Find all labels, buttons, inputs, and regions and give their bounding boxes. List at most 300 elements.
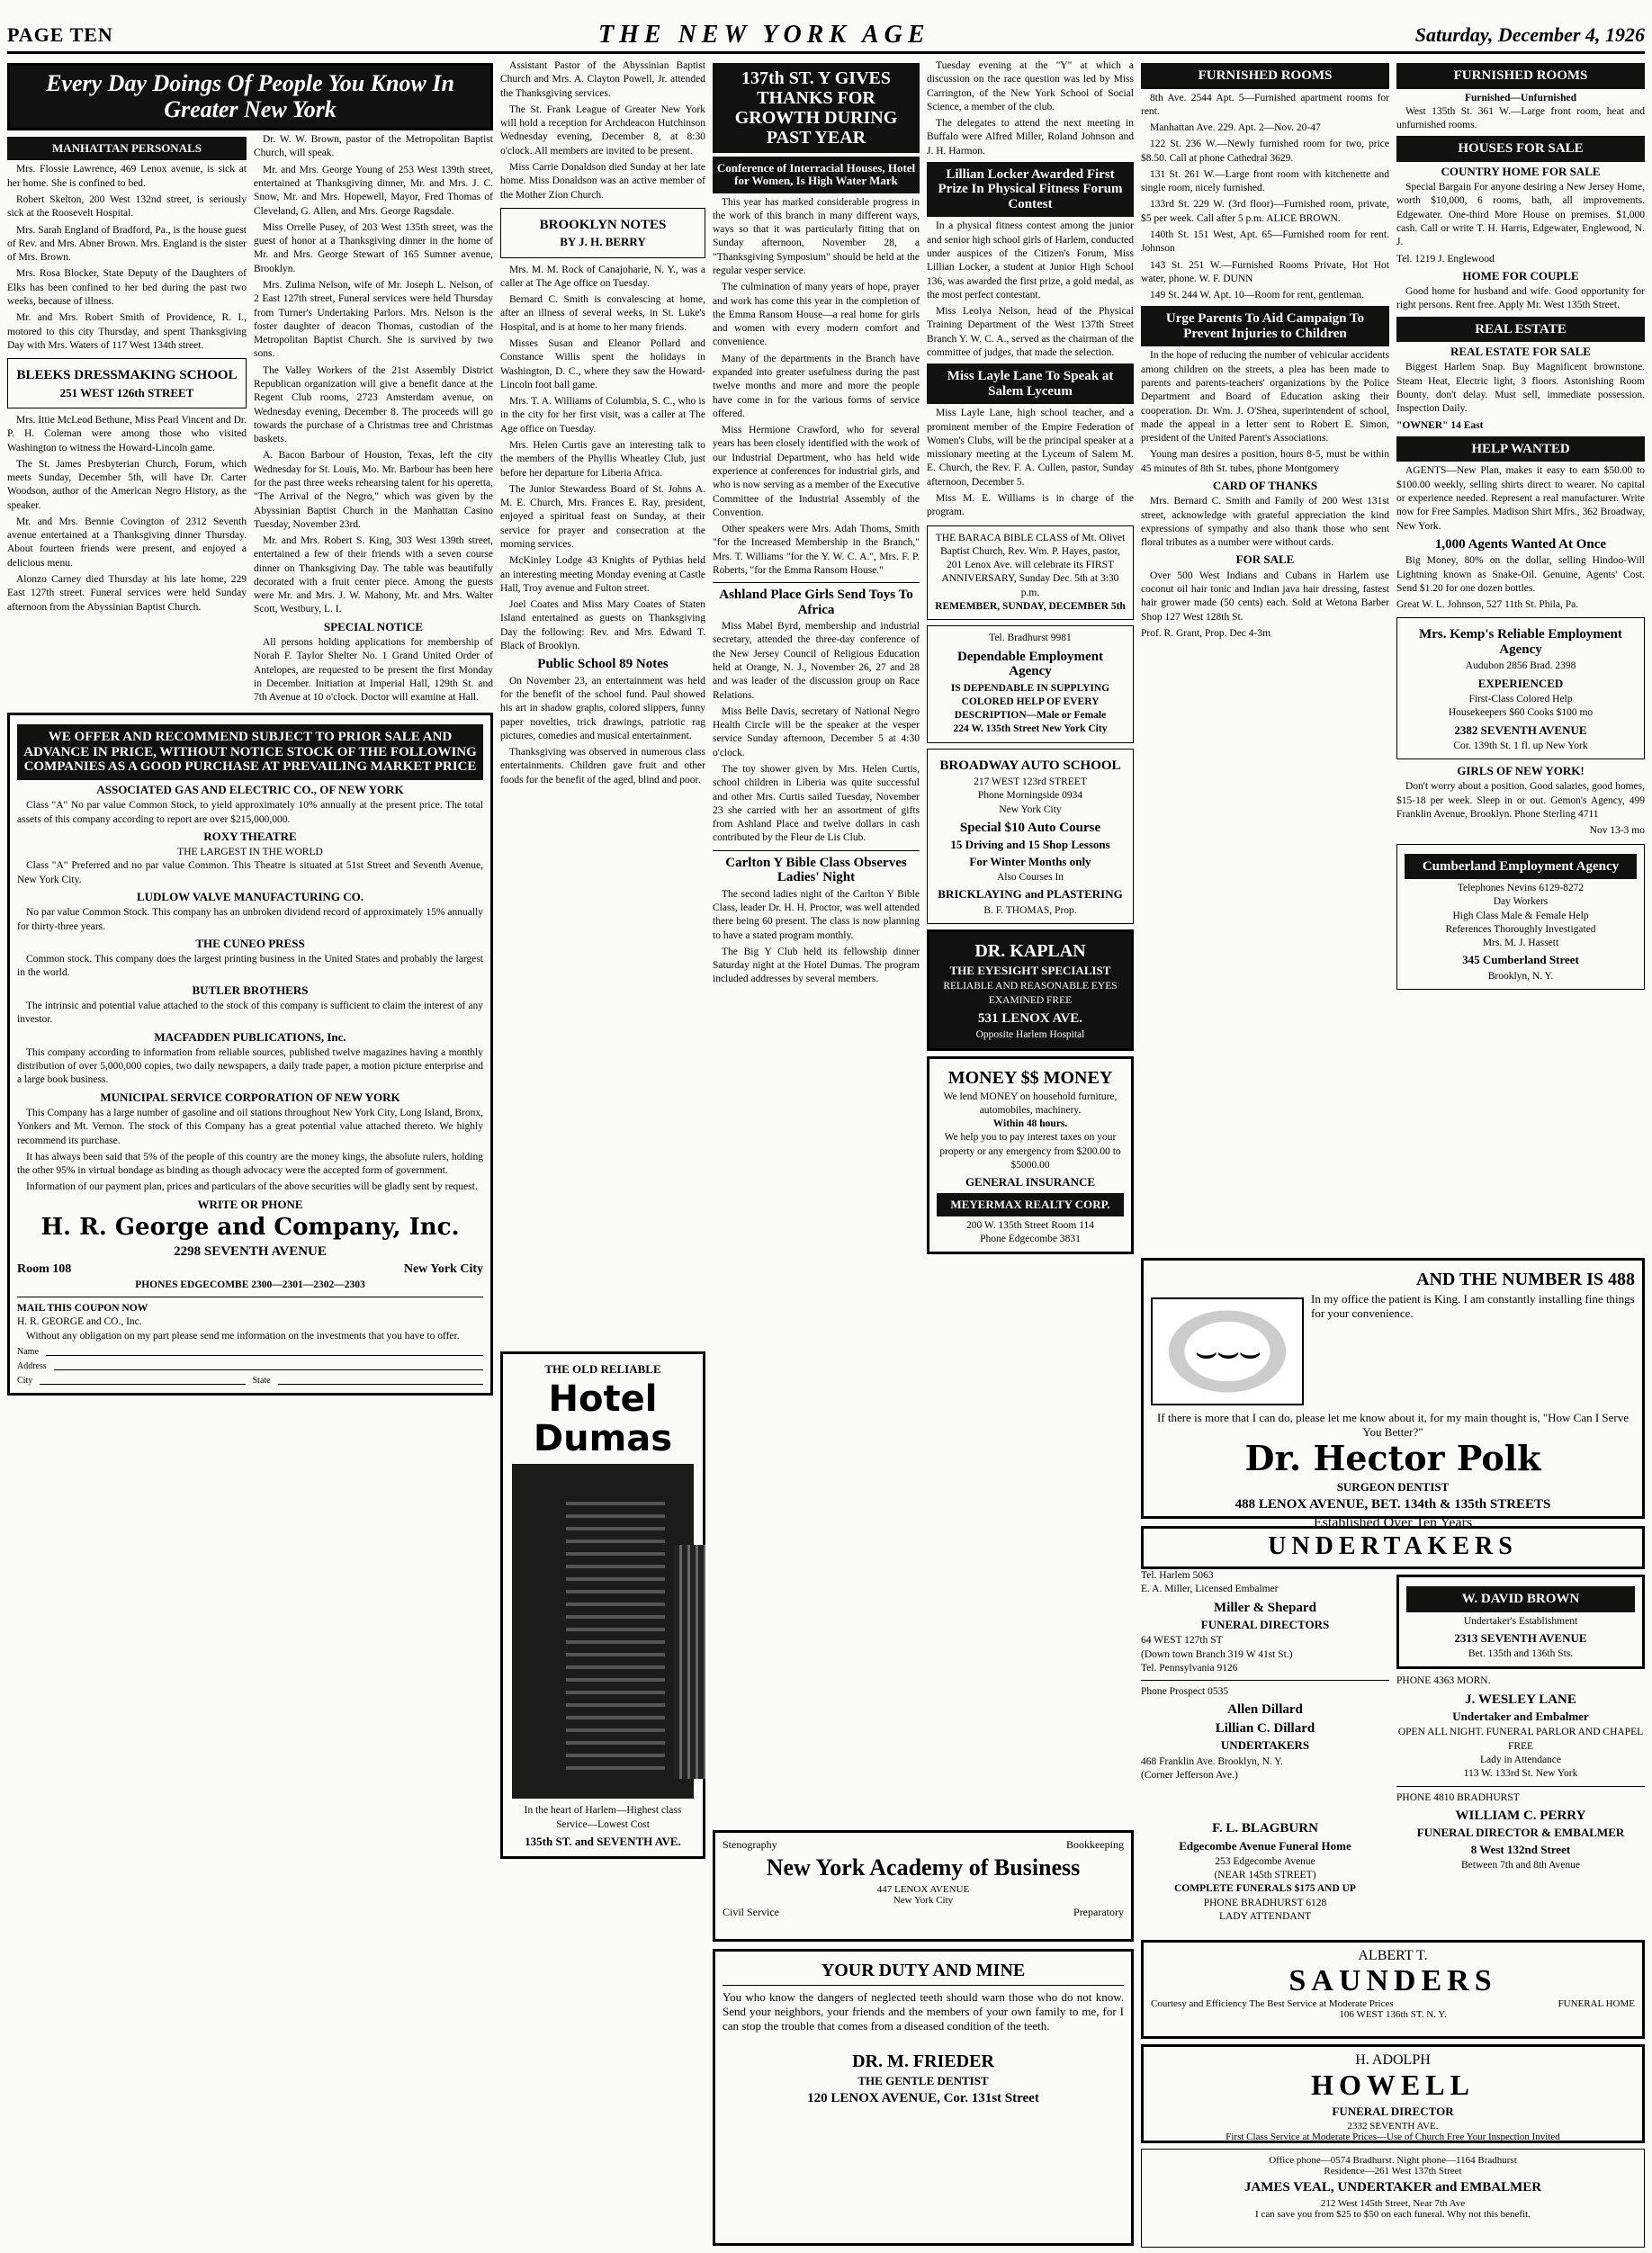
firm-city: New York City [403, 1262, 483, 1277]
blagburn-subtitle: Edgecombe Avenue Funeral Home [1179, 1838, 1351, 1853]
girls-title: GIRLS OF NEW YORK! [1457, 764, 1585, 778]
country-phone: Tel. 1219 J. Englewood [1396, 253, 1495, 265]
article-paragraph: Mr. and Mrs. Bennie Covington of 2312 Seventh avenue entertained at a Thanksgiving dinner Thursday. About fourteen friends were present, and enjoyed a delicious menu. [7, 516, 247, 569]
polk-text-2: If there is more that I can do, please let me know about it, for my main thought is, "How Can I Serve You Better?" [1156, 1411, 1630, 1439]
firm-name: H. R. George and Company, Inc. [40, 1213, 460, 1241]
howell-subtitle: FUNERAL DIRECTOR [1332, 2105, 1454, 2118]
article-paragraph: Thanksgiving was observed in numerous class entertainments. Children gave fruit and other foods for the benefit of the aged, blind and poor. [500, 747, 705, 785]
firm-room-row [17, 1261, 483, 1279]
headline-137th-y: 137th ST. Y GIVES THANKS FOR GROWTH DURING PAST YEAR [713, 63, 920, 153]
wdb-name: W. DAVID BROWN [1406, 1586, 1635, 1612]
coupon-addressee: H. R. GEORGE and CO., Inc. [17, 1316, 142, 1328]
coupon-title: MAIL THIS COUPON NOW [17, 1302, 148, 1314]
veal-text: I can save you from $25 to $50 on each funeral. Why not this benefit. [1255, 2208, 1531, 2220]
ad-baraca [927, 525, 1134, 621]
coupon-address-row [17, 1360, 483, 1372]
classified-listing: 149 St. 244 W. Apt. 10—Room for rent, gentleman. [1150, 290, 1364, 301]
personals-right [254, 133, 493, 707]
saunders-tagline: Courtesy and Efficiency The Best Service at Moderate Prices [1151, 1998, 1394, 2009]
coupon-city-line [40, 1375, 245, 1385]
company-subtitle: THE LARGEST IN THE WORLD [177, 847, 323, 858]
ad-offer-headline: WE OFFER AND RECOMMEND SUBJECT TO PRIOR SALE AND ADVANCE IN PRICE, WITHOUT NOTICE STOCK OF THE FOLLOWING COMPANIES AS A GOOD PURCHASE AT PREVAILING MARKET PRICE [17, 724, 483, 780]
brooklyn-notes-header [500, 208, 705, 258]
classified-listing: Don't worry about a position. Good salaries, good homes, $15-18 per week. Sleep in or out. Gemon's Agency, 499 Franklin Avenue, Brooklyn. Phone Sterling 4711 [1396, 781, 1645, 820]
miller-subtitle: FUNERAL DIRECTORS [1200, 1618, 1330, 1632]
miller-branch: (Down town Branch 319 W 41st St.) [1141, 1648, 1293, 1660]
wdb-between: Bet. 135th and 136th Sts. [1468, 1648, 1574, 1660]
auto-brick: BRICKLAYING and PLASTERING [938, 887, 1123, 902]
lane-lady: Lady in Attendance [1479, 1755, 1562, 1765]
academy-civil: Civil Service [723, 1905, 779, 1918]
veal-address: 212 West 145th Street, Near 7th Ave [1320, 2197, 1466, 2209]
lane-phone: PHONE 4363 MORN. [1396, 1675, 1491, 1687]
kaplan-name: DR. KAPLAN [974, 940, 1086, 961]
byline: BY J. H. BERRY [560, 235, 646, 249]
kaplan-subtitle: THE EYESIGHT SPECIALIST [949, 963, 1111, 977]
ad-dr-kaplan [927, 929, 1134, 1051]
dep-address: 224 W. 135th Street New York City [953, 723, 1108, 735]
miller-tel: Tel. Harlem 5063 [1141, 1570, 1214, 1581]
coupon-city-row [17, 1375, 483, 1387]
frieder-name: DR. M. FRIEDER [852, 2051, 994, 2071]
article-paragraph: Mrs. Flossie Lawrence, 469 Lenox avenue, is sick at her home. She is confined to bed. [7, 164, 247, 189]
auto-title: BROADWAY AUTO SCHOOL [939, 758, 1121, 773]
article-paragraph: The St. James Presbyterian Church, Forum, which meets Sunday, December 5th, will have Dr. Carter Woodson, author of the American Negro History, as the speaker. [7, 458, 247, 511]
coupon-address-line [54, 1360, 483, 1370]
saunders-name: SAUNDERS [1288, 1964, 1497, 1997]
firm-phones: PHONES EDGECOMBE 2300—2301—2302—2303 [135, 1279, 365, 1290]
article-paragraph: Miss Belle Davis, secretary of National Negro Health Circle will be the speaker at the vesper service Sunday afternoon, December 5 at 4:30 o'clock. [713, 705, 920, 758]
blagburn-address: 253 Edgecombe Avenue [1215, 1855, 1315, 1867]
country-home-title: COUNTRY HOME FOR SALE [1441, 164, 1601, 178]
saunders-row [1151, 1998, 1635, 2009]
frieder-headline: YOUR DUTY AND MINE [821, 1961, 1026, 1980]
article-paragraph: Mrs. Rosa Blocker, State Deputy of the Daughters of Elks has been confined to her bed during the past two weeks, because of illness. [7, 268, 247, 308]
article-paragraph: The toy shower given by Mrs. Helen Curtis, school children in Liberia was quite successful and other Mrs. Curtis sailed Tuesday, November 23 she carried with her an assortment of gifts from Ashland Place and twelve dollars in cash contributed by the Fleur de Lis Club. [713, 764, 920, 844]
company-name: ROXY THEATRE [203, 829, 297, 843]
coupon-city-label: City [17, 1376, 33, 1387]
article-paragraph: Robert Skelton, 200 West 132nd street, is seriously sick at the Roosevelt Hospital. [7, 194, 247, 220]
kemp-help: First-Class Colored Help [1468, 694, 1573, 705]
howell-text: First Class Service at Moderate Prices—Use of Church Free Your Inspection Invited [1226, 2132, 1560, 2143]
coupon-text: Without any obligation on my part please send me information on the investments that you have to offer. [26, 1330, 460, 1342]
blagburn-near: (NEAR 145th STREET) [1214, 1870, 1316, 1881]
wdb-subtitle: Undertaker's Establishment [1463, 1615, 1578, 1627]
hotel-tagline: In the heart of Harlem—Highest class Service—Lowest Cost [524, 1805, 682, 1830]
article-paragraph: Tuesday evening at the "Y" at which a discussion on the race question was led by Miss Carrington, of the New York School of Social Science, a member of the club. [927, 60, 1134, 112]
kaplan-text: RELIABLE AND REASONABLE EYES EXAMINED FREE [943, 981, 1118, 1006]
auto-special: Special $10 Auto Course [959, 820, 1101, 835]
money-address: 200 W. 135th Street Room 114 [965, 1219, 1095, 1231]
cumberland-name: Mrs. M. J. Hassett [1482, 938, 1559, 949]
article-paragraph: Other speakers were Mrs. Adah Thoms, Smith "for the Increased Membership in the Branch," Mrs. T. Williams "for the Y. W. C. A.", Mrs. F. P. Roberts, "for the Emma Ransom House." [713, 524, 920, 576]
coupon-name-label: Name [17, 1346, 39, 1357]
divider [713, 850, 920, 851]
money-phone: Phone Edgecombe 3831 [980, 1234, 1081, 1245]
section-help-wanted: HELP WANTED [1396, 436, 1645, 462]
headline-urge-parents: Urge Parents To Aid Campaign To Prevent Injuries to Children [1141, 306, 1389, 346]
company-name: ASSOCIATED GAS AND ELECTRIC CO., OF NEW YORK [96, 782, 404, 796]
kemp-corner: Cor. 139th St. 1 fl. up New York [1453, 740, 1588, 751]
article-paragraph: Many of the departments in the Branch have expanded into greater usefulness during the past twelve months and more and more the people have come in for the various forms of service offered. [713, 353, 920, 419]
saunders-address: 106 WEST 136th ST. N. Y. [1339, 2009, 1447, 2020]
academy-prep: Preparatory [1073, 1905, 1124, 1918]
ad-money [927, 1056, 1134, 1255]
ad-howell [1141, 2044, 1645, 2143]
dillard-tel: Phone Prospect 0535 [1141, 1686, 1229, 1698]
ad-title: BLEEKS DRESSMAKING SCHOOL [16, 368, 238, 383]
company-name: LUDLOW VALVE MANUFACTURING CO. [136, 889, 364, 903]
classified-listing: AGENTS—New Plan, makes it easy to earn $50.00 to $100.00 weekly, selling shirts direct to wearer. No capital or experience needed. Represent a real manufacturer. Write now for Free Samples. Madison Shirt Mfrs., 362 Broadway, New York. [1396, 465, 1645, 532]
firm-room: Room 108 [17, 1262, 72, 1277]
article-paragraph: McKinley Lodge 43 Knights of Pythias held an interesting meeting Monday evening at Castle Hall, Troy avenue and Fulton street. [500, 555, 705, 594]
money-within: Within 48 hours. [992, 1118, 1068, 1130]
agents-address: Great W. L. Johnson, 527 11th St. Phila, Pa. [1396, 599, 1579, 611]
headline-lillian-locker: Lillian Locker Awarded First Prize In Physical Fitness Forum Contest [927, 162, 1134, 218]
blagburn-phone: PHONE BRADHURST 6128 [1203, 1897, 1327, 1908]
auto-also: Also Courses In [996, 872, 1064, 884]
polk-address: 488 LENOX AVENUE, BET. 134th & 135th STREETS [1235, 1497, 1551, 1512]
miller-name: Miller & Shepard [1214, 1600, 1316, 1615]
auto-address: 217 WEST 123rd STREET [974, 776, 1087, 788]
classified-listing: 143 St. 251 W.—Furnished Rooms Private, Hot Hot water, phone. W. F. DUNN [1141, 259, 1389, 284]
hotel-building-photo [512, 1464, 694, 1799]
veal-residence: Residence—261 West 137th Street [1324, 2166, 1462, 2177]
ad-address: 251 WEST 126th STREET [59, 385, 194, 399]
section-manhattan-personals: MANHATTAN PERSONALS [7, 137, 247, 160]
company-name: MACFADDEN PUBLICATIONS, Inc. [154, 1029, 346, 1044]
undertakers-left-2 [1141, 1818, 1389, 1925]
polk-name: Dr. Hector Polk [1244, 1438, 1541, 1478]
blagburn-lady: LADY ATTENDANT [1218, 1910, 1312, 1922]
article-paragraph: Mrs. T. A. Williams of Columbia, S. C., who is in the city for her first visit, was a caller at The Age office on Tuesday. [500, 396, 705, 435]
money-text-2: We help you to pay interest taxes on your property or any emergency from $200.00 to $5000.00 [939, 1132, 1121, 1171]
article-paragraph: Mrs. Zulima Nelson, wife of Mr. Joseph L. Nelson, of 2 East 127th street, Funeral services were held Thursday from Turner's Undertaking Parlors. Mrs. Nelson is the foster daughter of deacon Thomas, custodian of the Metropolitan Baptist Church. She is survived by two sons. [254, 280, 493, 360]
article-paragraph: Mrs. Ittie McLeod Bethune, Miss Pearl Vincent and Dr. P. H. Coleman were among those who visited Washington to witness the Howard-Lincoln game. [7, 414, 247, 453]
undertakers-left [1141, 1569, 1389, 1812]
classified-listing: Special Bargain For anyone desiring a New Jersey Home, worth $10,000, 6 rooms, bath, all improvements. Edgewater. One-third More House on premises. $1,000 cash. Call or write T. H. Harris, Edgewater, Englewood, N. J. [1396, 182, 1645, 248]
agents-wanted-title: 1,000 Agents Wanted At Once [1434, 536, 1607, 552]
dillard-subtitle: UNDERTAKERS [1220, 1738, 1310, 1753]
veal-phones: Office phone—0574 Bradhurst. Night phone—1164 Bradhurst [1269, 2155, 1517, 2166]
ad-mrs-kemp [1396, 617, 1645, 759]
academy-steno: Stenography [723, 1838, 777, 1851]
ad-auto-school [927, 749, 1134, 924]
dep-text: IS DEPENDABLE IN SUPPLYING COLORED HELP OF EVERY DESCRIPTION—Male or Female [950, 682, 1110, 722]
column-1 [7, 59, 493, 2246]
article-paragraph: This year has marked considerable progress in the work of this branch in many different ways, ways so that it was particularly fitting that on Sunday afternoon, November 28, a "Thanksgiving Symposium" should be held at the regular vesper service. [713, 196, 920, 276]
ad-dr-frieder [713, 1949, 1134, 2246]
article-paragraph: Mrs. Sarah England of Bradford, Pa., is the house guest of Rev. and Mrs. Abner Brown. Mrs. England is the sister of Mrs. Brown. [7, 224, 247, 264]
academy-top-row [723, 1838, 1124, 1852]
ad-james-veal [1141, 2149, 1645, 2248]
auto-lessons: 15 Driving and 15 Shop Lessons [950, 838, 1110, 852]
classified-listing: Big Money, 80% on the dollar, selling Hindoo-Will Lightning known as Snake-Oil. Genuine, Agents' Cost. Send $1.20 for one dozen bottles. [1396, 555, 1645, 594]
real-estate-subtitle: REAL ESTATE FOR SALE [1450, 345, 1591, 359]
section-title: BROOKLYN NOTES [539, 217, 667, 232]
money-title: MONEY $$ MONEY [947, 1067, 1113, 1088]
dillard-corner: (Corner Jefferson Ave.) [1141, 1770, 1238, 1782]
ad-kicker: THE OLD RELIABLE [544, 1362, 661, 1376]
cumberland-references: References Thoroughly Investigated [1445, 923, 1596, 935]
article-paragraph: Miss M. E. Williams is in charge of the program. [927, 492, 1134, 518]
dillard-address: 468 Franklin Ave. Brooklyn, N. Y. [1141, 1755, 1283, 1767]
auto-winter: For Winter Months only [969, 854, 1091, 868]
column-7 [1396, 59, 1645, 1229]
ad-hotel-dumas [500, 1351, 705, 1859]
company-name: BUTLER BROTHERS [192, 983, 309, 997]
howell-name: HOWELL [1311, 2069, 1475, 2101]
company-text: It has always been said that 5% of the people of this country are the money kings, the absolute rulers, holding the other 95% in virtual bondage as binding as though advocacy were the accepted form of government. [17, 1151, 483, 1177]
undertakers-title: UNDERTAKERS [1268, 1532, 1518, 1560]
section-furnished-rooms: FURNISHED ROOMS [1396, 63, 1645, 89]
article-paragraph: Misses Susan and Eleanor Pollard and Constance Willis spent the holidays in Washington, D. C., where they saw the Howard-Lincoln foot ball game. [500, 338, 705, 390]
firm-address: 2298 SEVENTH AVENUE [174, 1243, 327, 1259]
cumberland-help: High Class Male & Female Help [1452, 910, 1589, 921]
article-paragraph: Dr. W. W. Brown, pastor of the Metropolitan Baptist Church, will speak. [254, 134, 493, 159]
hotel-name: Hotel Dumas [533, 1378, 673, 1460]
kemp-address: 2382 SEVENTH AVENUE [1454, 723, 1587, 737]
lane-subtitle: Undertaker and Embalmer [1452, 1710, 1589, 1724]
classified-listing: Manhattan Ave. 229. Apt. 2—Nov. 20-47 [1150, 122, 1321, 134]
divider [713, 582, 920, 583]
money-text: We lend MONEY on household furniture, automobiles, machinery. [943, 1091, 1118, 1116]
academy-book: Bookkeeping [1066, 1838, 1124, 1851]
dentures-illustration [1151, 1297, 1304, 1405]
article-paragraph: Bernard C. Smith is convalescing at home, after an illness of several weeks, in St. Luke's Hospital, and is at home to her many friends. [500, 294, 705, 333]
coupon-name-line [46, 1346, 483, 1356]
article-paragraph: Joel Coates and Miss Mary Coates of Staten Island entertained as guests on Thanksgiving Day the following: Rev. and Mrs. Edward T. Black of Brooklyn. [500, 599, 705, 651]
company-name: MUNICIPAL SERVICE CORPORATION OF NEW YORK [100, 1090, 400, 1104]
article-paragraph: Assistant Pastor of the Abyssinian Baptist Church and Mrs. A. Clayton Powell, Jr. attended the Thanksgiving services. [500, 60, 705, 99]
company-text: Common stock. This company does the largest printing business in the United States and probably the largest in the world. [17, 954, 483, 979]
article-paragraph: Miss Carrie Donaldson died Sunday at her late home. Miss Donaldson was an active member of the Mother Zion Church. [500, 161, 705, 201]
article-paragraph: In the hope of reducing the number of vehicular accidents among children on the streets, a plea has been made to parents and parents-teachers' organizations by the Police Department and Board of Education asking their cooperation. Dr. Wm. J. O'Shea, superintendent of school, made the appeal in a letter sent to Robert E. Simon, president of the United Parent's Associations. [1141, 350, 1389, 444]
article-paragraph: The second ladies night of the Carlton Y Bible Class, leader Dr. H. H. Proctor, was well attended there being 60 present. The class is now planning to have a stated program monthly. [713, 888, 920, 941]
ad-cumberland [1396, 844, 1645, 990]
article-paragraph: The Big Y Club held its fellowship dinner Saturday night at the Hotel Dumas. The program included addresses by several members. [713, 946, 920, 985]
article-paragraph: Miss Mabel Byrd, membership and industrial secretary, attended the three-day conference of the New Jersey Council of Religious Education held at Orange, N. J., November 26, 27 and 28 and was leader of the discussion group on Race Relations. [713, 621, 920, 701]
classified-listing: 140th St. 151 West, Apt. 65—Furnished room for rent. Johnson [1141, 229, 1389, 255]
kemp-phone: Audubon 2856 Brad. 2398 [1465, 660, 1576, 672]
perry-between: Between 7th and 8th Avenue [1460, 1859, 1580, 1871]
dillard-name-2: Lillian C. Dillard [1215, 1720, 1315, 1736]
company-text: Class "A" Preferred and no par value Common. This Theatre is situated at 51st Street and Seventh Avenue, New York City. [17, 860, 483, 885]
personals-left [7, 133, 247, 707]
baraca-text: THE BARACA BIBLE CLASS of Mt. Olivet Baptist Church, Rev. Wm. P. Hayes, pastor, 201 Lenox Ave. will celebrate its FIRST ANNIVERSARY, Sunday Dec. 5th at 3:30 p.m. [935, 532, 1126, 598]
polk-headline: AND THE NUMBER IS 488 [1416, 1270, 1635, 1289]
cumberland-city: Brooklyn, N. Y. [1487, 970, 1554, 982]
ad-dr-hector-polk [1141, 1258, 1645, 1530]
article-paragraph: Mrs. M. M. Rock of Canajoharie, N. Y., was a caller at The Age office on Tuesday. [500, 264, 705, 289]
divider [1141, 1680, 1389, 1681]
home-for-couple-title: HOME FOR COUPLE [1462, 268, 1579, 283]
company-text: Class "A" No par value Common Stock, to yield approximately 10% annually at the present price. The total assets of this company according to report are over $215,000,000. [17, 800, 483, 825]
section-houses-for-sale: HOUSES FOR SALE [1396, 136, 1645, 162]
hotel-address: 135th ST. and SEVENTH AVE. [525, 1834, 681, 1848]
newspaper-name: THE NEW YORK AGE [598, 20, 930, 49]
article-paragraph: Mrs. Helen Curtis gave an interesting talk to the members of the Phyllis Wheatley Club, just before her departure for Liberia Africa. [500, 439, 705, 479]
miller-address: 64 WEST 127th ST [1141, 1635, 1223, 1647]
write-or-phone: WRITE OR PHONE [197, 1197, 303, 1211]
article-paragraph: In a physical fitness contest among the junior and senior high school girls of Harlem, conducted under auspices of the Citizen's Forum, Miss Lillian Locker, a student at Junior High School 136, was awarded the first prize, a gold medal, as the most perfect contestant. [927, 220, 1134, 301]
ad-ny-academy [713, 1830, 1134, 1942]
saunders-subtitle: FUNERAL HOME [1558, 1998, 1635, 2009]
ad-w-david-brown [1396, 1575, 1645, 1669]
polk-text: In my office the patient is King. I am constantly installing fine things for your convenience. [1311, 1292, 1635, 1320]
money-company: MEYERMAX REALTY CORP. [937, 1193, 1124, 1216]
perry-address: 8 West 132nd Street [1470, 1842, 1571, 1856]
lane-open: OPEN ALL NIGHT. FUNERAL PARLOR AND CHAPEL FREE [1397, 1727, 1644, 1752]
card-of-thanks-title: CARD OF THANKS [1212, 478, 1318, 492]
ad-bleeks-school [7, 358, 247, 408]
howell-address: 2332 SEVENTH AVE. [1347, 2121, 1439, 2132]
polk-text-block [1311, 1292, 1635, 1411]
blagburn-funerals: COMPLETE FUNERALS $175 AND UP [1174, 1883, 1356, 1895]
section-furnished-rooms: FURNISHED ROOMS [1141, 63, 1389, 89]
classified-listing: 133rd St. 229 W. (3rd floor)—Furnished room, private, $5 per week. Call after 5 p.m. ALICE BROWN. [1141, 199, 1389, 224]
article-paragraph: The culmination of many years of hope, prayer and work has come this year in the completion of the Emma Ransom House—a real home for girls and women with every modern comfort and convenience. [713, 282, 920, 348]
cumberland-day-workers: Day Workers [1493, 896, 1549, 908]
article-paragraph: The St. Frank League of Greater New York will hold a reception for Archdeacon Hutchinson Wednesday evening, December 8, at 8:30 o'clock. All members are invited to be present. [500, 103, 705, 157]
classified-listing: 8th Ave. 2544 Apt. 5—Furnished apartment rooms for rent. [1141, 92, 1389, 117]
coupon-name-row [17, 1346, 483, 1358]
headline-carlton: Carlton Y Bible Class Observes Ladies' Night [725, 855, 907, 885]
real-estate-owner: "OWNER" 14 East [1396, 419, 1484, 431]
article-paragraph: The Junior Stewardess Board of St. Johns A. M. E. Church, Mrs. Frances E. Ray, president, enjoyed a spiritual feast on Sunday, at their service for prayer and consecration at the morning services. [500, 483, 705, 550]
cumberland-phone: Telephones Nevins 6129-8272 [1457, 883, 1585, 894]
miller-licensed: E. A. Miller, Licensed Embalmer [1141, 1584, 1279, 1595]
page-number: PAGE TEN [7, 22, 113, 46]
dillard-name: Allen Dillard [1227, 1702, 1303, 1718]
article-paragraph: Alonzo Carney died Thursday at his late home, 229 East 127th street. Funeral services were held Sunday afternoon from the Abyssinian Baptist Church. [7, 574, 247, 613]
lane-name: J. WESLEY LANE [1465, 1692, 1576, 1707]
academy-address: 447 LENOX AVENUE [876, 1883, 970, 1895]
article-paragraph: A. Bacon Barbour of Houston, Texas, left the city Wednesday for St. Louis, Mo. Mr. Barbour has been here for the past three weeks rehearsing talent for his operetta, "The Arrival of the Negro," which was given by the Abyssinian Baptist Church in the Manhattan Casino Tuesday, November 23rd. [254, 450, 493, 530]
ad-saunders [1141, 1940, 1645, 2039]
girls-date: Nov 13-3 mo [1589, 825, 1645, 837]
saunders-first-name: ALBERT T. [1358, 1948, 1428, 1963]
perry-name: WILLIAM C. PERRY [1455, 1808, 1586, 1823]
article-paragraph: Miss Leolya Nelson, head of the Physical Training Department of the West 137th Street Branch Y. W. C. A., served as the chairman of the committee of judges, that made the selection. [927, 306, 1134, 358]
classified-listing: 122 St. 236 W.—Newly furnished room for two, price $8.50. Call at phone Cathedral 3629. [1141, 139, 1389, 164]
wdb-address: 2313 SEVENTH AVENUE [1454, 1630, 1587, 1645]
divider [723, 1985, 1124, 1986]
perry-subtitle: FUNERAL DIRECTOR & EMBALMER [1416, 1826, 1625, 1840]
perry-phone: PHONE 4810 BRADHURST [1396, 1791, 1520, 1803]
money-insurance: GENERAL INSURANCE [965, 1175, 1096, 1189]
for-sale-title: FOR SALE [1235, 552, 1295, 567]
masthead [7, 18, 1645, 54]
academy-city: New York City [893, 1894, 954, 1906]
company-text: This company according to information from reliable sources, published twelve magazines having a monthly distribution of over 5,000,000 copies, two daily newspapers, a daily trade paper, a motion picture enterprise and a large book business. [17, 1046, 483, 1086]
polk-subtitle: SURGEON DENTIST [1336, 1479, 1450, 1494]
subsection-unfurnished: Furnished—Unfurnished [1465, 92, 1576, 103]
blagburn-name: F. L. BLAGBURN [1212, 1821, 1318, 1836]
headline-ps89: Public School 89 Notes [537, 657, 669, 672]
classified-listing: Biggest Harlem Snap. Buy Magnificent brownstone. Steam Heat, Electric light, 3 floors. Astonishing Room Bounty, don't delay. Must sell, immediate possession. Inspection Daily. [1396, 362, 1645, 415]
article-paragraph: Mr. and Mrs. George Young of 253 West 139th street, entertained at Thanksgiving dinner, Mr. and Mrs. J. C. Snow, Mr. and Mrs. Hopewell, Mayor, Fred Thomas of Cleveland, G. Allen, and Mrs. George Ragsdale. [254, 164, 493, 217]
article-paragraph: The delegates to attend the next meeting in Buffalo were Alfred Miller, Roland Johnson and J. H. Harmon. [927, 118, 1134, 157]
article-paragraph: Miss Hermione Crawford, who for several years has been closely identified with the work of our Industrial Department, who has held wide experience at conferences for industrial girls, and who is now serving as a member of the Executive Committee of the Industrial Assembly of the Convention. [713, 425, 920, 518]
ad-h-r-george [7, 713, 493, 1395]
article-paragraph: All persons holding applications for membership of Norah F. Taylor Shelter No. 1 Grand United Order of Antelopes, are requested to be present the first Monday in December. Initiation at Imperial Hall, 129th St. and 7th Avenue at 10 o'clock. Doctor will examine at Hall. [254, 637, 493, 704]
kaplan-opposite: Opposite Harlem Hospital [975, 1029, 1085, 1041]
column-6 [1141, 59, 1389, 1067]
coupon-address-label: Address [17, 1361, 47, 1372]
coupon-state-line [278, 1375, 483, 1385]
veal-name: JAMES VEAL, UNDERTAKER and EMBALMER [1243, 2180, 1542, 2195]
dep-title: Dependable Employment Agency [956, 649, 1104, 678]
article-paragraph: Mrs. Bernard C. Smith and Family of 200 West 131st street, acknowledge with grateful appreciation the kind expressions of sympathy and also thank those who sent floral tributes as a number were without cards. [1141, 496, 1389, 549]
classified-listing: West 135th St. 361 W.—Large front room, heat and unfurnished rooms. [1396, 105, 1645, 131]
coupon-state-label: State [252, 1376, 271, 1387]
issue-date: Saturday, December 4, 1926 [1414, 22, 1645, 46]
special-notice-title: SPECIAL NOTICE [323, 619, 424, 633]
article-paragraph: Over 500 West Indians and Cubans in Harlem use coconut oil hair tonic and Indian java hair dressing, fastest hair grower made (50 cents) each. Sold at Wetona Barber Shop 127 West 128th St. [1141, 570, 1389, 623]
academy-bottom-row [723, 1906, 1124, 1919]
article-paragraph: Miss Orrelle Pusey, of 203 West 135th street, was the guest of honor at a Thanksgiving dinner in the home of Mr. and Mrs. George Stewart of 165 Sumner avenue, Brooklyn. [254, 221, 493, 274]
article-paragraph: The Valley Workers of the 21st Assembly District Republican organization will give a benefit dance at the Regent Club rooms, 2723 Amsterdam avenue, on Wednesday evening, December 8. The proceeds will go towards the purchase of a Christmas tree and Christmas baskets. [254, 364, 493, 445]
polk-established: Established Over Ten Years [1313, 1514, 1473, 1530]
for-sale-prop: Prof. R. Grant, Prop. Dec 4-3m [1141, 627, 1271, 639]
baraca-remember: REMEMBER, SUNDAY, DECEMBER 5th [935, 600, 1126, 612]
classified-listing: 131 St. 261 W.—Large front room with kitchenette and single room, nicely furnished. [1141, 168, 1389, 194]
company-text: The intrinsic and potential value attached to the stock of this company is sufficient to claim the interest of any investor. [17, 1000, 483, 1026]
kemp-title: Mrs. Kemp's Reliable Employment Agency [1419, 627, 1622, 657]
undertakers-right [1396, 1569, 1645, 1929]
cumberland-address: 345 Cumberland Street [1462, 953, 1579, 967]
ad-dependable [927, 625, 1134, 742]
lane-address: 113 W. 133rd St. New York [1463, 1768, 1578, 1780]
company-text: This Company has a large number of gasoline and oil stations throughout New York City, Long Island, Bronx, Yonkers and Mt. Vernon. The stock of this Company has a great potential value attached thereto. We highly recommend its purchase. [17, 1107, 483, 1146]
company-name: THE CUNEO PRESS [195, 936, 305, 950]
howell-first-name: H. ADOLPH [1355, 2052, 1431, 2068]
miller-phone: Tel. Pennsylvania 9126 [1141, 1662, 1238, 1674]
column-5 [927, 59, 1134, 1823]
section-real-estate: REAL ESTATE [1396, 317, 1645, 343]
headline-every-day-doings: Every Day Doings Of People You Know In Greater New York [7, 63, 493, 130]
undertakers-banner [1141, 1526, 1645, 1569]
article-paragraph: On November 23, an entertainment was held for the benefit of the school fund. Paul showed his art in shadow graphs, colored slippers, funny paper novelties, trick drawings, patriotic rag pictures, comedies and musical entertainment. [500, 675, 705, 741]
cumberland-title: Cumberland Employment Agency [1405, 854, 1637, 880]
subheadline: Conference of Interracial Houses, Hotel for Women, Is High Water Mark [713, 157, 920, 193]
kemp-wages: Housekeepers $60 Cooks $100 mo [1448, 707, 1594, 719]
article-paragraph: Miss Layle Lane, high school teacher, and a prominent member of the Empire Federation of Women's Clubs, will be the principal speaker at a missionary meeting at the Lyceum of Salem M. E. Church, the Rev. F. A. Cullen, pastor, Sunday afternoon, December 5. [927, 408, 1134, 488]
article-paragraph: Mr. and Mrs. Robert Smith of Providence, R. I., motored to this city Thursday, and spent Thanksgiving Day with Mrs. Waters of 117 West 134th street. [7, 312, 247, 351]
kemp-experienced: EXPERIENCED [1477, 676, 1564, 690]
frieder-address: 120 LENOX AVENUE, Cor. 131st Street [807, 2091, 1039, 2106]
article-paragraph: Young man desires a position, hours 8-5, must be within 45 minutes of 8th St. tubes, phone Montgomery [1141, 449, 1389, 474]
dep-tel: Tel. Bradhurst 9981 [989, 633, 1072, 644]
headline-ashland: Ashland Place Girls Send Toys To Africa [719, 588, 913, 617]
teeth-icon: ⌣⌣⌣ [1194, 1331, 1261, 1372]
classified-listing: Good home for husband and wife. Good opportunity for right persons. Rent free. Apply Mr. West 135th Street. [1396, 286, 1645, 311]
headline-layle-lane: Miss Layle Lane To Speak at Salem Lyceum [927, 364, 1134, 404]
frieder-subtitle: THE GENTLE DENTIST [857, 2074, 989, 2087]
divider [1396, 1786, 1645, 1787]
article-paragraph: Mr. and Mrs. Robert S. King, 303 West 139th street, entertained a few of their friends with a seven course dinner on Thanksgiving Day. The table was beautifully decorated with a fruit center piece. Among the guests were Mr. and Mrs. J. W. Mahony, Mr. and Mrs. Walter Scott, Westbury, L. I. [254, 535, 493, 615]
auto-prop: B. F. THOMAS, Prop. [983, 904, 1077, 916]
kaplan-address: 531 LENOX AVE. [977, 1010, 1082, 1026]
auto-phone: Phone Morningside 0934 [977, 790, 1083, 802]
frieder-text: You who know the dangers of neglected teeth should warn those who do not know. Send your neighbors, your friends and the members of your own family to me, for I can stop the trouble that comes from a diseased condition of the teeth. [723, 1990, 1124, 2033]
column-3 [500, 59, 705, 2246]
polk-body [1151, 1292, 1635, 1411]
auto-city: New York City [999, 803, 1062, 815]
company-text: No par value Common Stock. This company has an unbroken dividend record of approximately 15% annually for thirty-three years. [17, 907, 483, 932]
academy-name: New York Academy of Business [766, 1854, 1081, 1880]
